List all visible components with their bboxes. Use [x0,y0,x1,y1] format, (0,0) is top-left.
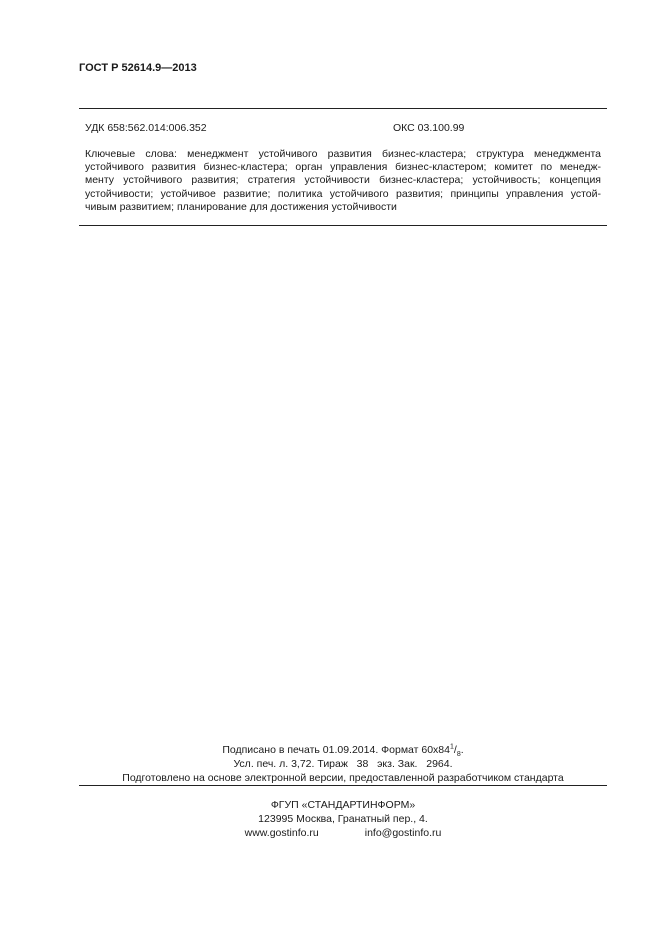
document-code: ГОСТ Р 52614.9—2013 [79,62,197,74]
email-link[interactable]: info@gostinfo.ru [364,827,442,839]
oks-code: ОКС 03.100.99 [393,122,465,134]
keywords-line: Ключевые слова: менеджмент устойчивого развития бизнес-кластера; структура менеджмента [85,148,601,160]
publisher-block [79,798,607,840]
publisher-name: ФГУП «СТАНДАРТИНФОРМ» [270,799,416,811]
print-line: Усл. печ. л. 3,72. Тираж 38 экз. Зак. 2964. [233,758,453,770]
imprint-block [79,743,607,785]
keywords-block [85,148,601,214]
signed-line: Подписано в печать 01.09.2014. Формат $60х84^1/_8$. [222,743,464,759]
keywords-line: устойчивости; устойчивое развитие; политика устойчивого развития; принципы управления устой- [85,187,601,200]
keywords-line: менту устойчивого развития; стратегия устойчивости бизнес-кластера; устойчивость; концепция [85,174,601,187]
publisher-address: 123995 Москва, Гранатный пер., 4. [258,813,428,825]
keywords-line: чивым развитием; планирование для достижения устойчивости [85,200,397,213]
publisher-contacts [79,826,607,840]
udk-code: УДК 658:562.014:006.352 [85,122,207,134]
website-link[interactable]: www.gostinfo.ru [244,827,319,839]
prepared-line: Подготовлено на основе электронной версии, предоставленной разработчиком стандарта [122,772,564,784]
keywords-line: устойчивого развития бизнес-кластера; орган управления бизнес-кластером; комитет по менедж- [85,161,601,174]
keywords-divider [79,225,607,226]
top-divider [79,108,607,109]
imprint-divider [79,785,607,786]
